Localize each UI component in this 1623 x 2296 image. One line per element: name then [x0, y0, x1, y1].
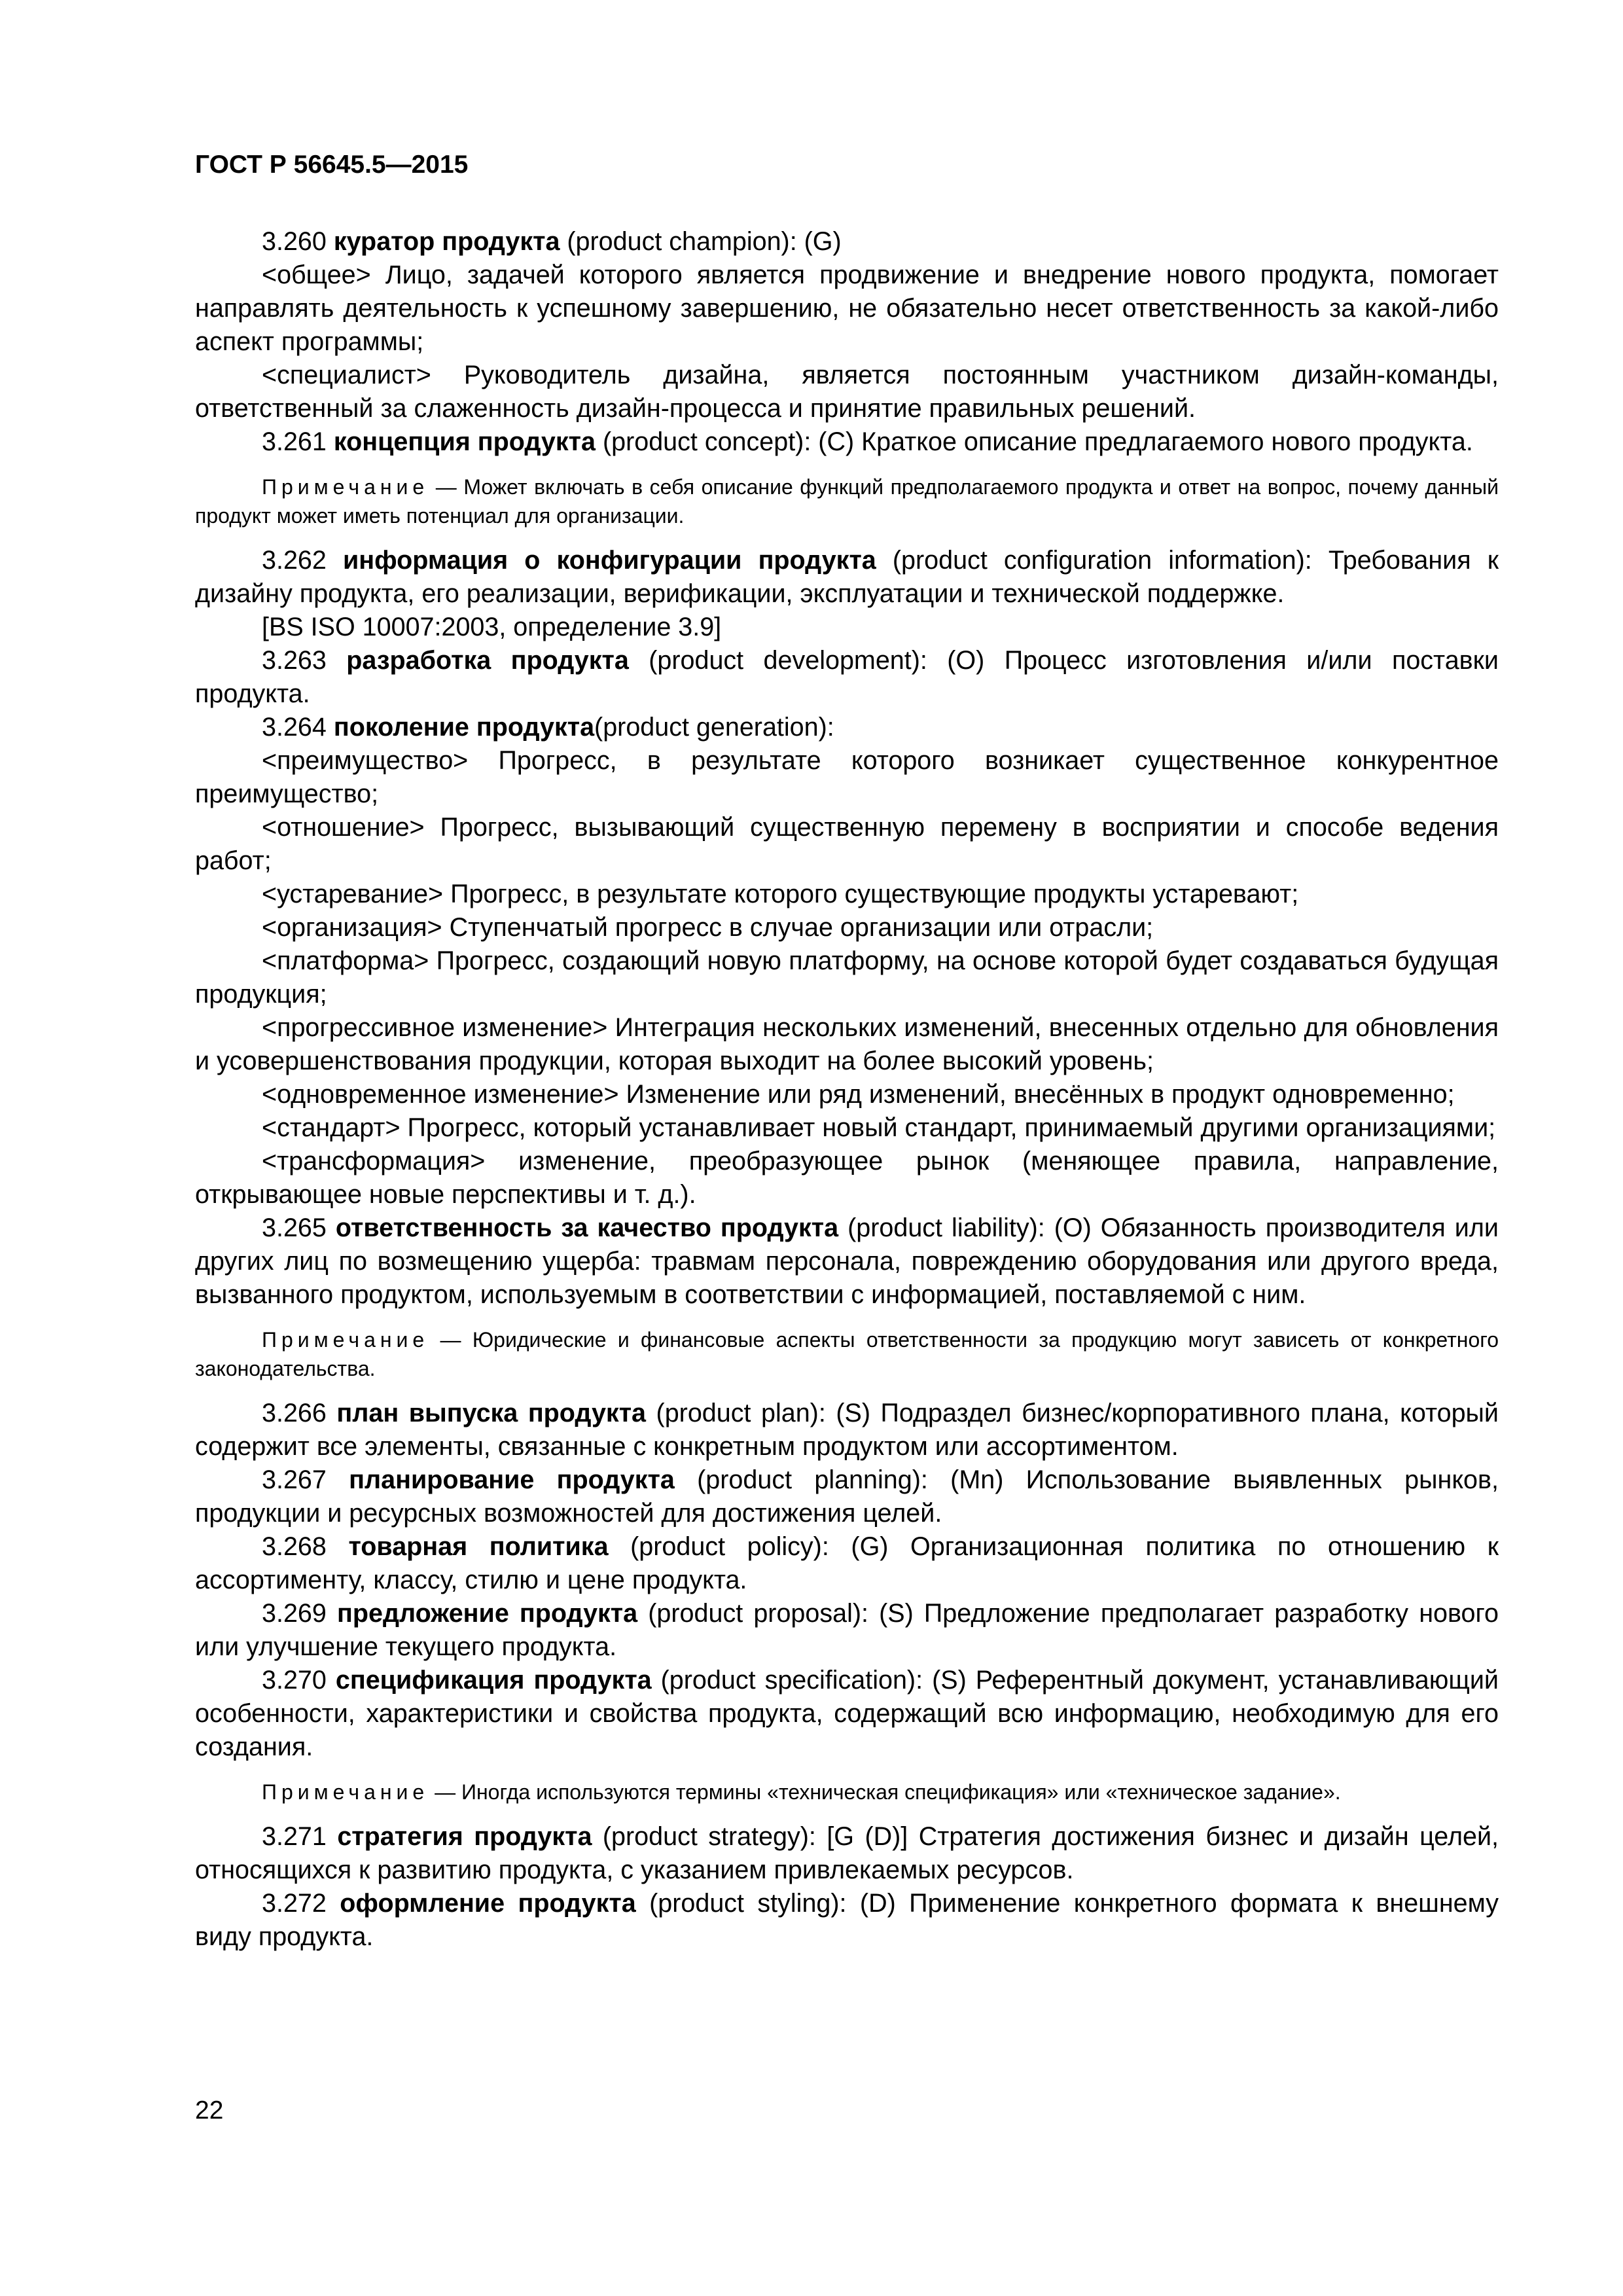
- entry-number: 3.260: [262, 227, 327, 256]
- entry-number: 3.263: [262, 646, 327, 675]
- entry-number: 3.262: [262, 546, 327, 575]
- entry-3-269: [195, 1597, 1499, 1664]
- term: предложение продукта: [337, 1599, 638, 1628]
- entry-3-264: [195, 711, 1499, 744]
- note-label: Примечание: [262, 1328, 429, 1352]
- paragraph: <специалист> Руководитель дизайна, является постоянным участником дизайн-команды, ответственный за слаженность дизайн-процесса и принятие правильных решений.: [195, 361, 1499, 423]
- entry-3-268: [195, 1530, 1499, 1597]
- term: ответственность за качество продукта: [335, 1213, 839, 1242]
- entry-text: (product planning): (Mn) Использование выявленных рынков, продукции и ресурсных возможностей для достижения целей.: [195, 1465, 1499, 1528]
- entry-3-265: [195, 1211, 1499, 1312]
- paragraph: <прогрессивное изменение> Интеграция нескольких изменений, внесенных отдельно для обновления и усовершенствования продукции, которая выходит на более высокий уровень;: [195, 1013, 1499, 1075]
- term: разработка продукта: [346, 646, 629, 675]
- entry-text: (product specification): (S) Референтный документ, устанавливающий особенности, характеристики и свойства продукта, содержащий всю информацию, необходимую для его создания.: [195, 1666, 1499, 1761]
- entry-3-270: [195, 1664, 1499, 1764]
- note-text: — Может включать в себя описание функций предполагаемого продукта и ответ на вопрос, почему данный продукт может иметь потенциал для организации.: [195, 475, 1499, 528]
- entry-number: 3.270: [262, 1666, 327, 1695]
- document-code: ГОСТ Р 56645.5—2015: [195, 151, 469, 179]
- entry-number: 3.272: [262, 1889, 327, 1918]
- reference: [BS ISO 10007:2003, определение 3.9]: [262, 613, 722, 641]
- note: [195, 1778, 1499, 1806]
- entry-3-260: [195, 225, 1499, 259]
- note: [195, 1325, 1499, 1383]
- entry-text: (product strategy): [G (D)] Стратегия достижения бизнес и дизайн целей, относящихся к развитию продукта, с указанием привлекаемых ресурсов.: [195, 1822, 1499, 1884]
- term: оформление продукта: [340, 1889, 636, 1918]
- paragraph: <стандарт> Прогресс, который устанавливает новый стандарт, принимаемый другими организациями;: [262, 1113, 1496, 1142]
- entry-3-261: [195, 425, 1499, 459]
- entry-number: 3.261: [262, 427, 327, 456]
- paragraph: <платформа> Прогресс, создающий новую платформу, на основе которой будет создаваться будущая продукция;: [195, 946, 1499, 1009]
- term: поколение продукта: [333, 713, 595, 742]
- entry-number: 3.264: [262, 713, 327, 742]
- entry-text: (product styling): (D) Применение конкретного формата к внешнему виду продукта.: [195, 1889, 1499, 1951]
- term: куратор продукта: [333, 227, 560, 256]
- note-text: — Юридические и финансовые аспекты ответственности за продукцию могут зависеть от конкретного законодательства.: [195, 1328, 1499, 1380]
- page-number: 22: [195, 2096, 224, 2125]
- term: стратегия продукта: [337, 1822, 592, 1851]
- term: товарная политика: [348, 1532, 609, 1561]
- term: план выпуска продукта: [336, 1399, 647, 1427]
- term: информация о конфигурации продукта: [342, 546, 876, 575]
- paragraph: <преимущество> Прогресс, в результате которого возникает существенное конкурентное преимущество;: [195, 746, 1499, 808]
- entry-3-263: [195, 644, 1499, 711]
- document-body: [195, 225, 1499, 1954]
- paragraph: <устаревание> Прогресс, в результате которого существующие продукты устаревают;: [262, 880, 1299, 908]
- paragraph: <организация> Ступенчатый прогресс в случае организации или отрасли;: [262, 913, 1154, 942]
- term: концепция продукта: [333, 427, 596, 456]
- paragraph: <одновременное изменение> Изменение или ряд изменений, внесённых в продукт одновременно;: [262, 1080, 1455, 1109]
- paragraph: <отношение> Прогресс, вызывающий существенную перемену в восприятии и способе ведения работ;: [195, 813, 1499, 875]
- entry-number: 3.271: [262, 1822, 327, 1851]
- entry-text: (product plan): (S) Подраздел бизнес/корпоративного плана, который содержит все элементы, связанные с конкретным продуктом или ассортиментом.: [195, 1399, 1499, 1461]
- entry-number: 3.269: [262, 1599, 327, 1628]
- entry-3-262: [195, 544, 1499, 611]
- entry-text: (product configuration information): Требования к дизайну продукта, его реализации, верификации, эксплуатации и технической поддержке.: [195, 546, 1499, 608]
- entry-text: (product champion): (G): [560, 227, 842, 256]
- entry-3-266: [195, 1397, 1499, 1463]
- entry-text: (product generation):: [594, 713, 834, 742]
- note-text: — Иногда используются термины «техническая спецификация» или «техническое задание».: [429, 1780, 1341, 1804]
- paragraph: <трансформация> изменение, преобразующее рынок (меняющее правила, направление, открывающее новые перспективы и т. д.).: [195, 1147, 1499, 1209]
- term: спецификация продукта: [335, 1666, 652, 1695]
- note-label: Примечание: [262, 475, 429, 499]
- entry-number: 3.265: [262, 1213, 327, 1242]
- paragraph: <общее> Лицо, задачей которого является продвижение и внедрение нового продукта, помогает направлять деятельность к успешному завершению, не обязательно несет ответственность за какой-либо аспект программы;: [195, 260, 1499, 356]
- note: [195, 473, 1499, 530]
- note-label: Примечание: [262, 1780, 429, 1804]
- entry-3-271: [195, 1820, 1499, 1887]
- entry-number: 3.268: [262, 1532, 327, 1561]
- entry-text: (product concept): (C) Краткое описание предлагаемого нового продукта.: [595, 427, 1473, 456]
- entry-text: (product policy): (G) Организационная политика по отношению к ассортименту, классу, стилю и цене продукта.: [195, 1532, 1499, 1594]
- entry-3-267: [195, 1463, 1499, 1530]
- entry-text: (product proposal): (S) Предложение предполагает разработку нового или улучшение текущего продукта.: [195, 1599, 1499, 1661]
- entry-text: (product development): (O) Процесс изготовления и/или поставки продукта.: [195, 646, 1499, 708]
- term: планирование продукта: [349, 1465, 675, 1494]
- entry-3-272: [195, 1887, 1499, 1954]
- entry-number: 3.267: [262, 1465, 327, 1494]
- entry-number: 3.266: [262, 1399, 327, 1427]
- entry-text: (product liability): (O) Обязанность производителя или других лиц по возмещению ущерба: травмам персонала, повреждению оборудования или другого вреда, вызванного продуктом, используемым в соответствии с информацией, поставляемой с ним.: [195, 1213, 1499, 1309]
